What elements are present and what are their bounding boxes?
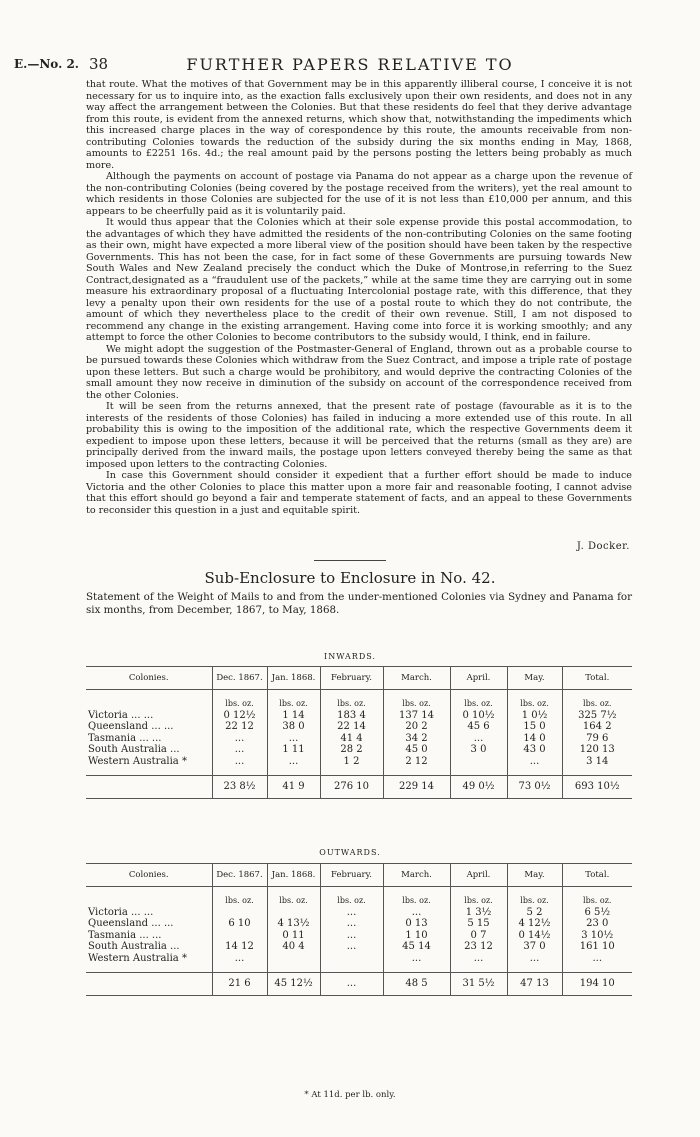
spacer-row [86,767,632,776]
table-row [86,733,632,745]
total-cell: 23 8½ [212,776,267,799]
total-cell: 47 13 [507,973,562,996]
total-cell: 49 0½ [450,776,507,799]
table-row [86,744,632,756]
table-cell: ... [320,918,383,930]
inwards-label: INWARDS. [324,652,376,661]
paragraph-5: It will be seen from the returns annexed, that the present rate of postage (favourable as it is to the interests of the residents of those Colonies) has failed in inducing a more extended use of this route. In all probability this is owing to the imposition of the additional rate, which the respective Governments deem it expedient to impose upon these letters, because it will be perceived that the returns (small as they are) are principally derived from the inward mails, the postage upon letters conveyed thereby being the same as that imposed upon letters to the contracting Colonies. [86,401,632,470]
table-cell: 0 11 [267,930,320,942]
table-cell: ... [507,756,562,768]
table-cell: 137 14 [383,710,450,722]
column-header: April. [450,864,507,887]
table-cell: 4 13½ [267,918,320,930]
table-cell: 6 5½ [562,907,632,919]
table-cell: 164 2 [562,721,632,733]
colony-name: Tasmania ... ... [88,929,162,941]
table-cell: ... [507,953,562,965]
colony-name: Western Australia * [88,755,187,767]
outwards-table [86,863,632,996]
paragraph-1: that route. What the motives of that Government may be in this apparently illiberal course, I conceive it is not necessary for us to inquire into, as the exaction falls exclusively upon their own residents, and does not in any way affect the arrangement between the Colonies. But that these residents do feel that they derive advantage from this route, is evident from the annexed returns, which show that, notwithstanding the impediments which this increased charge places in the way of corespondence by this route, the amounts receivable from non-contributing Colonies towards the reduction of the subsidy during the six months ending in May, 1868, amounts to £2251 16s. 4d.; the real amount paid by the persons posting the letters being probably as much more. [86,79,632,171]
table-cell: 23 0 [562,918,632,930]
colony-name: Victoria ... ... [88,709,154,721]
table-cell [212,907,267,919]
colony-name: Queensland ... ... [88,721,174,732]
unit-cell: lbs. oz. [267,887,320,907]
unit-cell: lbs. oz. [450,887,507,907]
table-cell: 183 4 [320,710,383,722]
spacer-cell [383,964,450,973]
table-cell: 3 14 [562,756,632,768]
total-cell: 41 9 [267,776,320,799]
table-cell: 3 10½ [562,930,632,942]
colony-name: South Australia ... [88,941,180,952]
table-row [86,953,632,965]
table-cell: 79 6 [562,733,632,745]
inwards-table [86,666,632,799]
colony-name: Victoria ... ... [88,906,154,918]
table-cell: 1 14 [267,710,320,722]
unit-cell: lbs. oz. [383,690,450,710]
column-header: May. [507,864,562,887]
total-cell: 229 14 [383,776,450,799]
table-cell: 161 10 [562,941,632,953]
table-cell: 1 2 [320,756,383,768]
paragraph-2: Although the payments on account of postage via Panama do not appear as a charge upon the revenue of the non-contributing Colonies (being covered by the postage received from the writers), yet the real amount to which residents in those Colonies are subjected for the use of it is not less than £10,000 per annum, and this appears to be cheerfully paid as it is voluntarily paid. [86,171,632,217]
statement-caption: Statement of the Weight of Mails to and from the under-mentioned Colonies via Sydney and Panama for six months, from December, 1867, to May, 1868. [86,591,632,616]
table-cell: 23 12 [450,941,507,953]
outwards-label: OUTWARDS. [319,848,381,857]
spacer-cell [320,964,383,973]
table-cell: 3 0 [450,744,507,756]
divider [314,560,386,561]
unit-cell: lbs. oz. [562,690,632,710]
table-cell: 14 0 [507,733,562,745]
column-header: February. [320,864,383,887]
table-cell: 40 4 [267,941,320,953]
spacer-cell [507,964,562,973]
table-cell: 15 0 [507,721,562,733]
sub-enclosure-heading: Sub-Enclosure to Enclosure in No. 42. [204,569,496,587]
spacer-cell [320,767,383,776]
total-cell: 31 5½ [450,973,507,996]
table-cell: 120 13 [562,744,632,756]
spacer-cell [562,767,632,776]
table-cell: ... [383,907,450,919]
table-cell: 2 12 [383,756,450,768]
units-row [86,690,632,710]
table-cell: 0 13 [383,918,450,930]
unit-cell: lbs. oz. [507,690,562,710]
table-cell [212,930,267,942]
unit-cell: lbs. oz. [212,887,267,907]
table-row [86,941,632,953]
spacer-cell [450,767,507,776]
series-label: E.—No. 2. [14,57,79,71]
table-cell: 325 7½ [562,710,632,722]
total-cell: ... [320,973,383,996]
table-cell: 22 14 [320,721,383,733]
table-cell: 28 2 [320,744,383,756]
column-header: March. [383,667,450,690]
totals-row [86,973,632,996]
table-row [86,907,632,919]
table-row [86,756,632,768]
total-cell: 73 0½ [507,776,562,799]
table-cell: 14 12 [212,941,267,953]
table-cell: 0 7 [450,930,507,942]
spacer-row [86,964,632,973]
page-header [14,55,686,75]
running-title: FURTHER PAPERS RELATIVE TO [186,55,514,74]
table-row [86,710,632,722]
paragraph-4: We might adopt the suggestion of the Postmaster-General of England, thrown out as a probable course to be pursued towards these Colonies which withdraw from the Suez Contract, and impose a triple rate of postage upon these letters. But such a charge would be prohibitory, and would deprive the contracting Colonies of the small amount they now receive in diminution of the subsidy on account of the correspondence received from the other Colonies. [86,343,632,401]
signature: J. Docker. [576,541,630,552]
table-cell: 4 12½ [507,918,562,930]
column-header: Colonies. [86,667,212,690]
spacer-cell [267,964,320,973]
table-cell: ... [267,733,320,745]
table-cell: 45 0 [383,744,450,756]
table-row [86,930,632,942]
table-cell: ... [212,733,267,745]
colony-name: Queensland ... ... [88,918,174,929]
letter-body [86,79,632,516]
table-cell: 45 14 [383,941,450,953]
table-cell [450,756,507,768]
table-cell: 22 12 [212,721,267,733]
spacer-cell [267,767,320,776]
unit-cell: lbs. oz. [450,690,507,710]
table-cell [267,907,320,919]
table-cell: 5 15 [450,918,507,930]
table-cell: ... [212,756,267,768]
column-header: March. [383,864,450,887]
table-cell: ... [383,953,450,965]
table-cell: 6 10 [212,918,267,930]
column-header: Total. [562,864,632,887]
spacer-cell [86,767,212,776]
spacer-cell [86,964,212,973]
header-row [86,667,632,690]
table-cell: 0 14½ [507,930,562,942]
table-cell: 5 2 [507,907,562,919]
header-row [86,864,632,887]
table-cell: ... [450,953,507,965]
unit-cell: lbs. oz. [320,887,383,907]
spacer-cell [212,964,267,973]
table-cell: 0 12½ [212,710,267,722]
table-cell: ... [212,744,267,756]
colony-name: Tasmania ... ... [88,732,162,744]
total-cell [86,973,212,996]
table-cell: 1 3½ [450,907,507,919]
table-cell: 1 0½ [507,710,562,722]
total-cell: 693 10½ [562,776,632,799]
spacer-cell [507,767,562,776]
table-cell: ... [320,941,383,953]
table-cell: 20 2 [383,721,450,733]
column-header: Dec. 1867. [212,864,267,887]
paragraph-3: It would thus appear that the Colonies which at their sole expense provide this postal accommodation, to the advantages of which they have admitted the residents of the non-contributing Colonies on the same footing as their own, might have expected a more liberal view of the position should have been taken by the respective Governments. This has not been the case, for in fact some of these Governments are pursuing towards New South Wales and New Zealand precisely the conduct which the Duke of Montrose,in referring to the Suez Contract,designated as a “fraudulent use of the packets,” while at the same time they are carrying out in some measure his extraordinary proposal of a fluctuating Intercolonial postage rate, with this difference, that they levy a penalty upon their own residents for the use of a postal route to which they do not contribute, the amount of which they nevertheless place to the credit of their own revenue. Still, I am not disposed to recommend any change in the existing arrangement. Having come into force it is working smoothly; and any attempt to force the other Colonies to become contributors to the subsidy would, I think, end in failure. [86,217,632,343]
spacer-cell [212,767,267,776]
paragraph-6: In case this Government should consider it expedient that a further effort should be made to induce Victoria and the other Colonies to place this matter upon a more fair and reasonable footing, I cannot advise that this effort should go beyond a fair and temperate statement of facts, and an appeal to these Governments to reconsider this question in a just and equitable spirit. [86,470,632,516]
unit-cell: lbs. oz. [507,887,562,907]
total-cell: 45 12½ [267,973,320,996]
spacer-cell [383,767,450,776]
column-header: Colonies. [86,864,212,887]
total-cell: 21 6 [212,973,267,996]
total-cell: 48 5 [383,973,450,996]
table-cell: ... [320,907,383,919]
table-cell [267,953,320,965]
unit-cell: lbs. oz. [212,690,267,710]
table-cell: 34 2 [383,733,450,745]
spacer-cell [562,964,632,973]
column-header: May. [507,667,562,690]
unit-cell: lbs. oz. [267,690,320,710]
table-cell: 41 4 [320,733,383,745]
total-cell: 194 10 [562,973,632,996]
table-row [86,918,632,930]
table-row [86,721,632,733]
table-cell: ... [212,953,267,965]
totals-row [86,776,632,799]
column-header: February. [320,667,383,690]
unit-cell: lbs. oz. [562,887,632,907]
table-cell: 45 6 [450,721,507,733]
unit-cell [86,690,212,710]
unit-cell [86,887,212,907]
table-cell: ... [320,930,383,942]
table-cell: 0 10½ [450,710,507,722]
table-cell: 38 0 [267,721,320,733]
table-cell: ... [450,733,507,745]
column-header: Jan. 1868. [267,667,320,690]
table-cell: 1 10 [383,930,450,942]
colony-name: South Australia ... [88,744,180,755]
table-cell: 1 11 [267,744,320,756]
column-header: Jan. 1868. [267,864,320,887]
footnote: * At 11d. per lb. only. [304,1090,396,1100]
column-header: Total. [562,667,632,690]
table-cell: ... [267,756,320,768]
total-cell: 276 10 [320,776,383,799]
table-cell: 43 0 [507,744,562,756]
spacer-cell [450,964,507,973]
unit-cell: lbs. oz. [383,887,450,907]
total-cell [86,776,212,799]
table-cell: ... [562,953,632,965]
unit-cell: lbs. oz. [320,690,383,710]
page-number: 38 [89,55,109,73]
table-cell: 37 0 [507,941,562,953]
column-header: Dec. 1867. [212,667,267,690]
column-header: April. [450,667,507,690]
colony-name: Western Australia * [88,952,187,964]
table-cell [320,953,383,965]
units-row [86,887,632,907]
